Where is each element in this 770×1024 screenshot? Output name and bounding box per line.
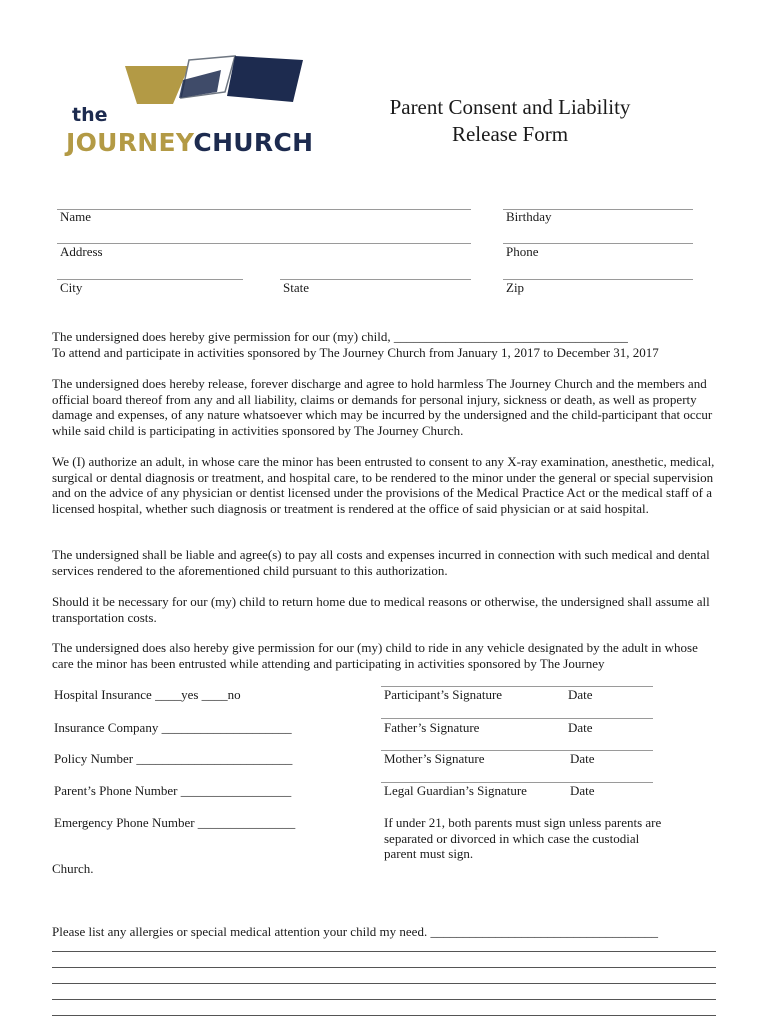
phone-label: Phone (506, 244, 539, 259)
allergies-line-4[interactable] (52, 999, 716, 1000)
address-field-line[interactable] (57, 243, 471, 244)
zip-label: Zip (506, 280, 525, 295)
signature-note: If under 21, both parents must sign unless parents are separated or divorced in which case the custodial parent must sign. (384, 815, 662, 861)
address-label: Address (60, 244, 103, 259)
participant-date-label: Date (568, 687, 593, 702)
guardian-signature-label: Legal Guardian’s Signature (384, 783, 527, 798)
medical-authorization-paragraph: We (I) authorize an adult, in whose care the minor has been entrusted to consent to any X-ray examination, anesthetic, medical, surgical or dental diagnosis or treatment, and hospital care, to be rendered to the minor under the general or special supervision and on the advice of any physician or dentist licensed under the provisions of the Medical Practice Act or the medical staff of a licensed hospital, whether such diagnosis or treatment is rendered at the office of said physician or at said hospital. (52, 454, 715, 516)
logo-word-journey-church: JOURNEYCHURCH (66, 128, 314, 157)
insurance-company-field[interactable]: Insurance Company ____________________ (54, 720, 292, 735)
guardian-date-label: Date (570, 783, 595, 798)
form-title: Parent Consent and Liability Release Form (389, 95, 631, 146)
allergies-line-1[interactable] (52, 951, 716, 952)
church-logo (62, 52, 314, 162)
birthday-label: Birthday (506, 209, 552, 224)
allergies-line-3[interactable] (52, 983, 716, 984)
allergies-line-5[interactable] (52, 1015, 716, 1016)
city-label: City (60, 280, 83, 295)
vehicle-paragraph: The undersigned does also hereby give permission for our (my) child to ride in any vehicle designated by the adult in whose care the minor has been entrusted while attending and participating in activities sponsored by The Journey (52, 640, 698, 671)
allergies-line-2[interactable] (52, 967, 716, 968)
city-field-line[interactable] (57, 279, 243, 280)
policy-number-field[interactable]: Policy Number ________________________ (54, 751, 293, 766)
liability-paragraph: The undersigned shall be liable and agree(s) to pay all costs and expenses incurred in connection with such medical and dental services rendered to the aforementioned child pursuant to this authorization. (52, 547, 710, 578)
transportation-paragraph: Should it be necessary for our (my) child to return home due to medical reasons or otherwise, the undersigned shall assume all transportation costs. (52, 594, 710, 625)
participant-signature-label: Participant’s Signature (384, 687, 503, 702)
parents-phone-field[interactable]: Parent’s Phone Number _________________ (54, 783, 292, 798)
father-date-label: Date (568, 720, 593, 735)
mother-date-label: Date (570, 751, 595, 766)
logo-mark-icon (117, 52, 317, 112)
father-signature-line[interactable] (381, 718, 653, 719)
name-label: Name (60, 209, 92, 224)
release-paragraph: The undersigned does hereby release, forever discharge and agree to hold harmless The Journey Church and the members and official board thereof from any and all liability, claims or demands for personal injury, sickness or death, as well as property damage and expenses, of any nature whatsoever which may be incurred by the undersigned and the child-participant that occur while said child is participating in activities sponsored by The Journey Church. (52, 376, 713, 438)
zip-field-line[interactable] (503, 279, 693, 280)
logo-word-the: the (72, 104, 108, 126)
permission-paragraph: The undersigned does hereby give permission for our (my) child, ____________________________________ To attend and participate in activities sponsored by The Journey Church from January 1, 2017 to December 31, 2017 (52, 329, 659, 360)
state-label: State (283, 280, 309, 295)
allergies-field[interactable]: Please list any allergies or special medical attention your child my need. ___________________________________ (52, 924, 658, 939)
mother-signature-label: Mother’s Signature (384, 751, 485, 766)
hospital-insurance-field[interactable]: Hospital Insurance ____yes ____no (54, 687, 241, 702)
church-paragraph-end: Church. (52, 861, 94, 876)
name-field-line[interactable] (57, 209, 471, 210)
emergency-phone-field[interactable]: Emergency Phone Number _______________ (54, 815, 296, 830)
father-signature-label: Father’s Signature (384, 720, 480, 735)
